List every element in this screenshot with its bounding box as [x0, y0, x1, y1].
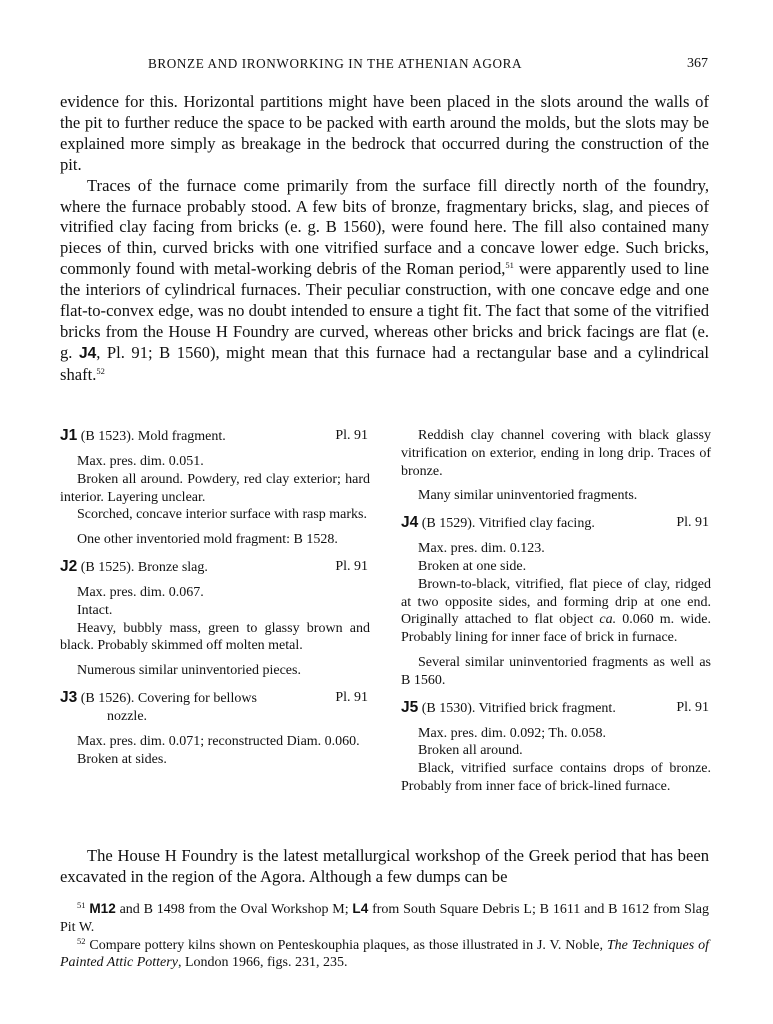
closing-text — [60, 846, 709, 888]
paragraph-2-text-b: were apparently used to line the interiors of cylindrical furnaces. Their peculiar construction, with one concave edge and one flat-to-convex edge, was no doubt intended to ensure a tight fit. The fact that some of the vitrified bricks from the House H Foundry are curved, whereas other bricks and brick facings are flat (e. g. — [60, 259, 709, 362]
catalog-ref-l4: L4 — [352, 901, 369, 916]
footnote-number: 51 — [77, 900, 86, 910]
entry-id: J1 — [60, 427, 78, 444]
plate-ref: Pl. 91 — [335, 558, 368, 574]
catalog-entry-j2 — [60, 558, 370, 680]
entry-description: Broken all around. — [418, 743, 523, 759]
entry-description: Black, vitrified surface contains drops of bronze. Probably from inner face of brick-lined furnace. — [401, 761, 711, 794]
entry-heading — [60, 689, 370, 726]
entry-description-b: 0.060 m. wide. Probably lining for inner face of brick in furnace. — [401, 612, 711, 646]
footnote-text: , London 1966, figs. 231, 235. — [177, 955, 348, 971]
entry-id: J3 — [60, 688, 78, 706]
plate-ref: Pl. 91 — [676, 515, 709, 531]
footnote-ref-51: 51 — [505, 260, 514, 271]
catalog-entry-j4 — [401, 514, 711, 689]
paragraph-2-text-c: , Pl. 91; B 1560), might mean that this furnace had a rectangular base and a cylindrical shaft. — [60, 342, 710, 384]
plate-ref: Pl. 91 — [676, 699, 709, 715]
paragraph-2 — [60, 176, 709, 386]
footnote-52 — [60, 937, 709, 973]
plate-ref: Pl. 91 — [335, 689, 368, 705]
entry-heading — [401, 514, 711, 533]
entry-description — [401, 576, 711, 647]
entry-description-a: Brown-to-black, vitrified, flat piece of clay, ridged at two opposite sides, and forming drip at one end. Originally attached to flat object — [401, 576, 711, 628]
running-title: BRONZE AND IRONWORKING IN THE ATHENIAN AGORA — [148, 56, 523, 71]
cited-book-title: The Techniques of Painted Attic Pottery — [60, 937, 709, 971]
circa-abbrev: ca. — [599, 612, 617, 628]
entry-dimensions: Max. pres. dim. 0.051. — [77, 454, 204, 469]
catalog-ref-j4: J4 — [78, 344, 97, 362]
catalog — [60, 427, 711, 832]
entry-id: J5 — [401, 698, 419, 716]
entry-title: (B 1529). Vitrified clay facing. — [421, 516, 595, 532]
footnote-ref-52: 52 — [96, 365, 105, 376]
entry-dimensions: Max. pres. dim. 0.123. — [418, 541, 545, 557]
page-number: 367 — [687, 56, 708, 71]
entry-description: Broken at one side. — [418, 558, 527, 574]
entry-heading — [60, 427, 370, 446]
footnote-number: 52 — [77, 935, 86, 946]
entry-title-continued: nozzle. — [107, 708, 148, 724]
entry-note: Numerous similar uninventoried pieces. — [77, 663, 301, 679]
page-header — [60, 56, 710, 76]
entry-title: (B 1526). Covering for bellows — [80, 690, 257, 706]
entry-description: Scorched, concave interior surface with rasp marks. — [77, 507, 367, 523]
entry-dimensions: Max. pres. dim. 0.067. — [77, 584, 204, 600]
entry-note: Many similar uninventoried fragments. — [418, 488, 638, 504]
catalog-entry-j3 — [60, 689, 370, 769]
entry-title: (B 1523). Mold fragment. — [80, 429, 226, 444]
entry-dimensions: Max. pres. dim. 0.071; reconstructed Diam. 0.060. — [77, 733, 360, 749]
catalog-column-left — [60, 427, 370, 769]
catalog-column-right — [401, 427, 711, 796]
entry-dimensions: Max. pres. dim. 0.092; Th. 0.058. — [418, 725, 606, 741]
entry-description: Reddish clay channel covering with black glassy vitrification on exterior, ending in long drip. Traces of bronze. — [401, 428, 711, 479]
entry-description: Intact. — [77, 602, 113, 618]
entry-description: Broken all around. Powdery, red clay exterior; hard interior. Layering unclear. — [60, 471, 370, 505]
footnote-text: Compare pottery kilns shown on Penteskouphia plaques, as those illustrated in J. V. Noble, — [85, 937, 607, 953]
entry-id: J4 — [401, 514, 419, 532]
footnotes — [60, 900, 709, 972]
entry-note: Several similar uninventoried fragments as well as B 1560. — [401, 654, 711, 688]
entry-description: Heavy, bubbly mass, green to glassy brown and black. Probably skimmed off molten metal. — [60, 620, 370, 654]
entry-note: One other inventoried mold fragment: B 1528. — [77, 532, 338, 548]
catalog-entry-j5 — [401, 699, 711, 796]
paragraph-2-text-a: Traces of the furnace come primarily from the surface fill directly north of the foundry, where the furnace probably stood. A few bits of bronze, fragmentary bricks, slag, and pieces of vitrified clay facing from bricks (e. g. B 1560), were found here. The fill also contained many pieces of thin, curved bricks with one vitrified surface and a concave lower edge. Such bricks, commonly found with metal-working debris of the Roman period, — [60, 175, 709, 279]
main-text — [60, 92, 709, 386]
paragraph-3: The House H Foundry is the latest metallurgical workshop of the Greek period that has been excavated in the region of the Agora. Although a few dumps can be — [60, 846, 709, 886]
catalog-entry-j1 — [60, 427, 370, 549]
entry-title: (B 1525). Bronze slag. — [80, 559, 208, 575]
paragraph-1: evidence for this. Horizontal partitions might have been placed in the slots around the walls of the pit to further reduce the space to be packed with earth around the molds, but the slots may be explained more simply as breakage in the bedrock that occurred during the construction of the pit. — [60, 92, 709, 174]
entry-title: (B 1530). Vitrified brick fragment. — [421, 700, 616, 716]
footnote-text: and B 1498 from the Oval Workshop M; — [115, 902, 353, 917]
entry-heading — [60, 558, 370, 577]
entry-description: Broken at sides. — [77, 751, 167, 767]
entry-id: J2 — [60, 557, 78, 575]
footnote-text: from South Square Debris L; B 1611 and B 1612 from Slag Pit W. — [60, 902, 710, 935]
entry-heading — [401, 699, 711, 718]
catalog-ref-m12: M12 — [89, 901, 116, 916]
plate-ref: Pl. 91 — [335, 428, 368, 443]
footnote-51 — [60, 900, 709, 937]
